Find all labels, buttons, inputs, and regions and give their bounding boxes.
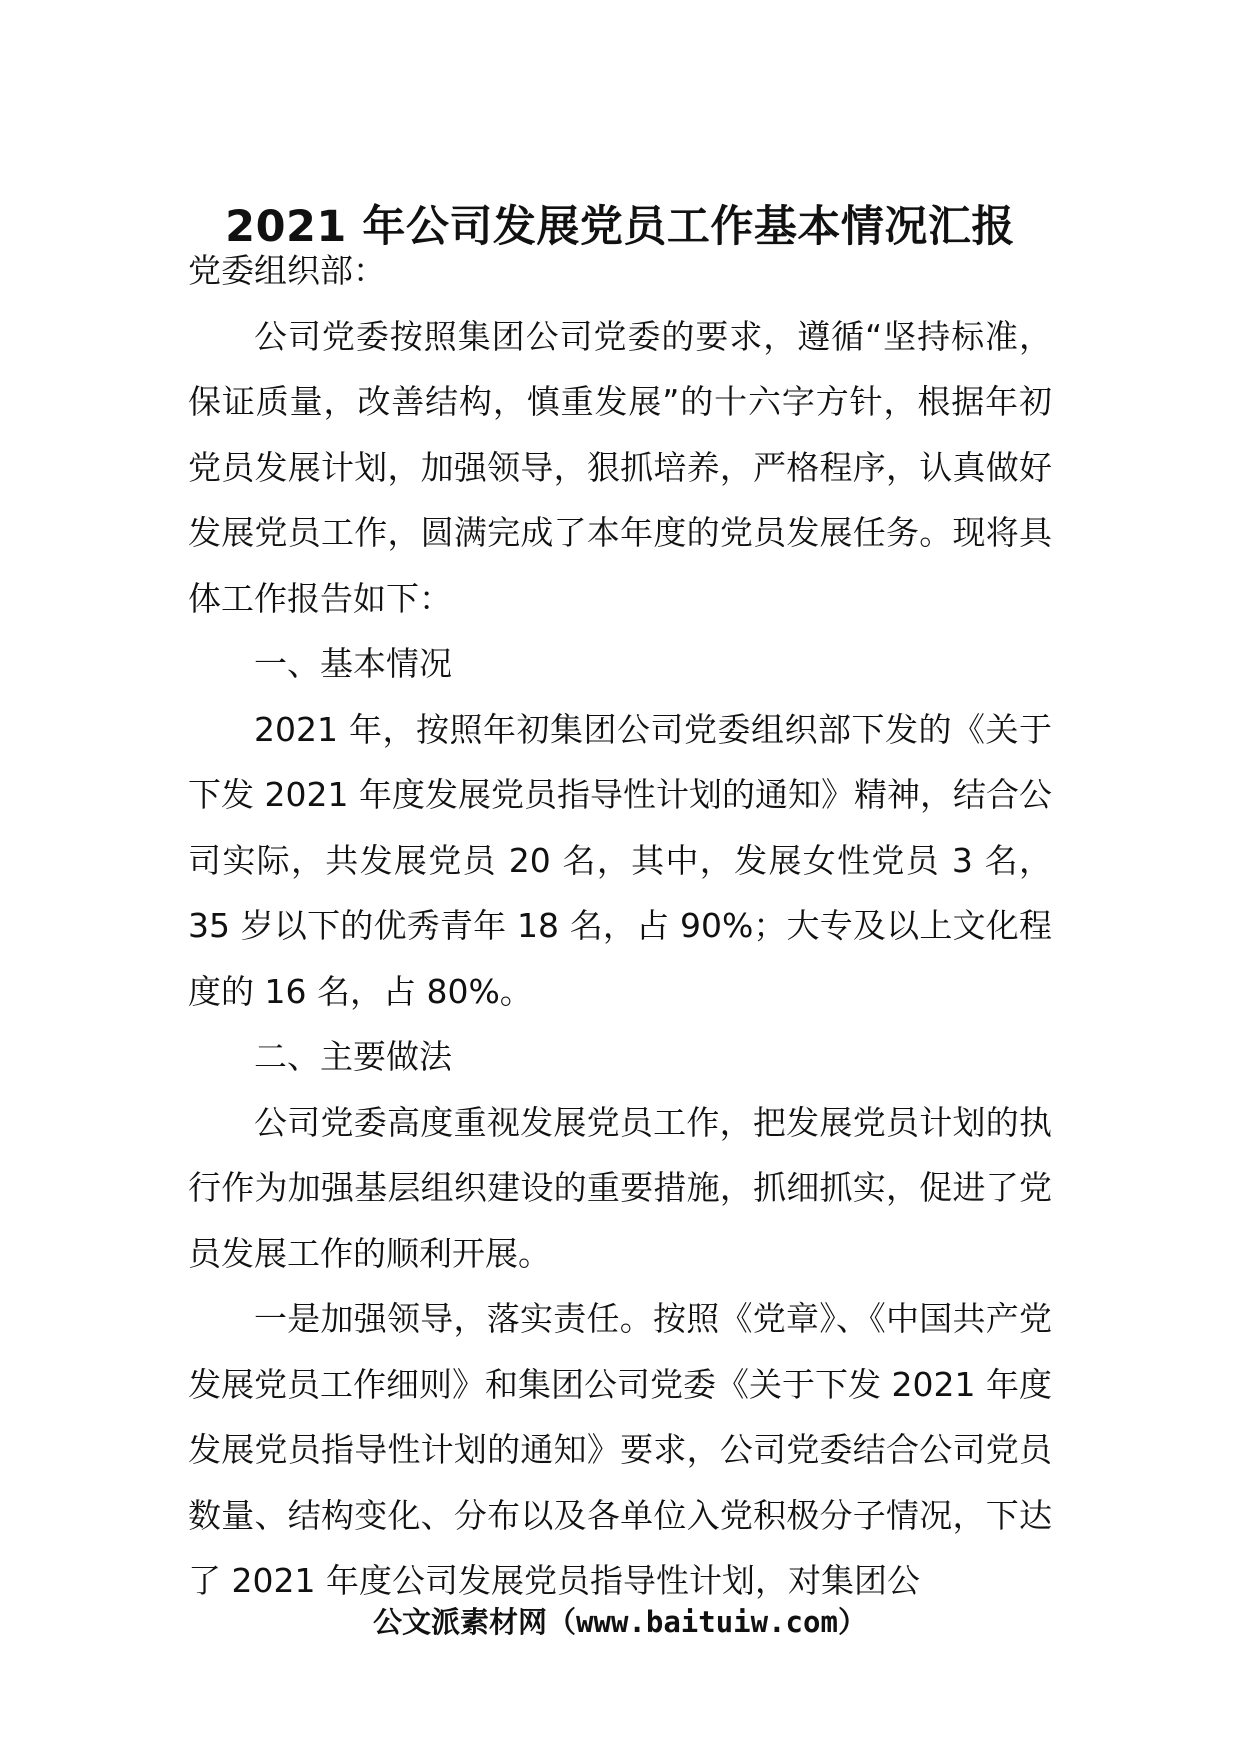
addressee: 党委组织部：	[188, 251, 386, 290]
paragraph-basic-situation: 2021 年，按照年初集团公司党委组织部下发的《关于下发 2021 年度发展党员指导性计划的通知》精神，结合公司实际，共发展党员 20 名，其中，发展女性党员 3 名，35 岁以下的优秀青年 18 名，占 90%；大专及以上文化程度的 16 名，占 80%。	[188, 709, 1052, 1011]
paragraph-leadership: 一是加强领导，落实责任。按照《党章》、《中国共产党发展党员工作细则》和集团公司党委《关于下发 2021 年度发展党员指导性计划的通知》要求，公司党委结合公司党员数量、结构变化、分布以及各单位入党积极分子情况，下达了 2021 年度公司发展党员指导性计划，对集团公	[188, 1299, 1052, 1600]
footer-url: （www.baituiw.com）	[547, 1605, 867, 1639]
section-heading-main-practices: 二、主要做法	[254, 1037, 452, 1076]
paragraph-main-practices: 公司党委高度重视发展党员工作，把发展党员计划的执行作为加强基层组织建设的重要措施，抓细抓实，促进了党员发展工作的顺利开展。	[188, 1102, 1052, 1273]
footer-site-name: 公文派素材网	[373, 1605, 548, 1639]
footer-watermark	[0, 1602, 1240, 1642]
document-title: 2021 年公司发展党员工作基本情况汇报	[225, 201, 1015, 252]
section-heading-basic-situation: 一、基本情况	[254, 644, 452, 683]
document-body	[188, 238, 1052, 1614]
paragraph-intro: 公司党委按照集团公司党委的要求，遵循“坚持标准，保证质量，改善结构，慎重发展”的十六字方针，根据年初党员发展计划，加强领导，狠抓培养，严格程序，认真做好发展党员工作，圆满完成了本年度的党员发展任务。现将具体工作报告如下：	[188, 316, 1052, 618]
